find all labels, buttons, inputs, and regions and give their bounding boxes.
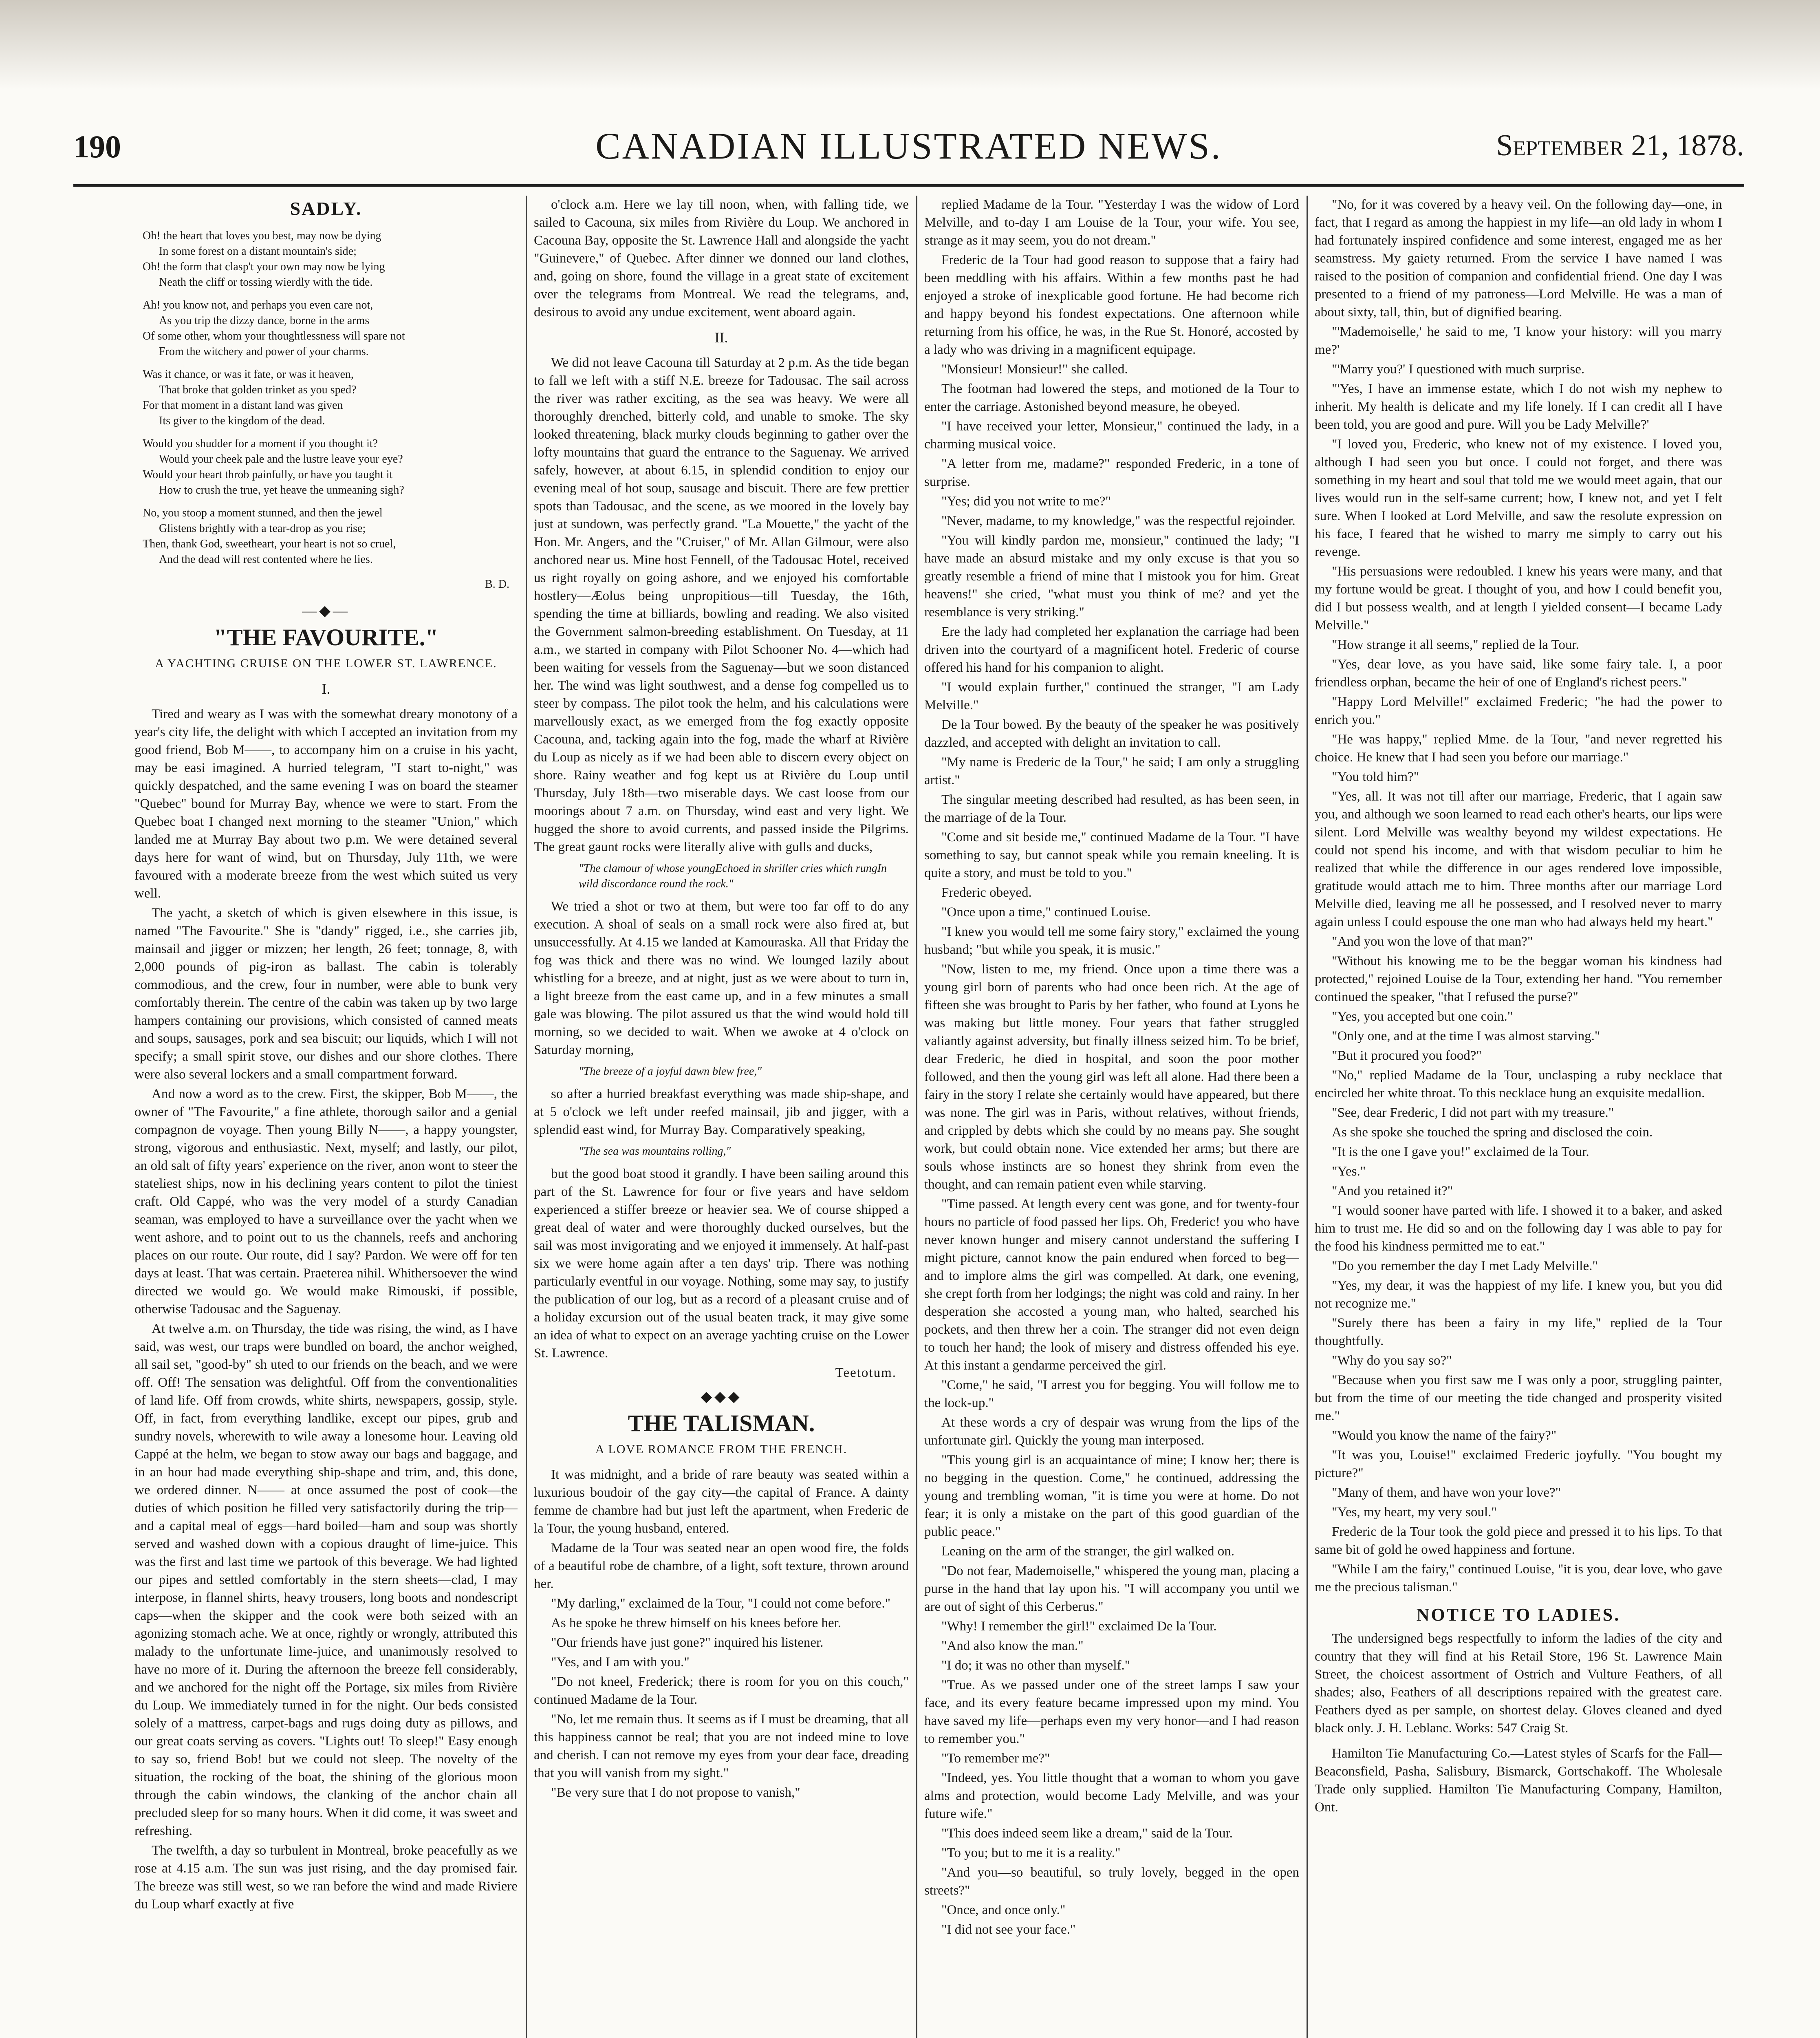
article-body: [534, 196, 909, 321]
column-4: [1315, 196, 1722, 2038]
paragraph: "Why do you say so?": [1332, 1353, 1452, 1368]
paragraph: "While I am the fairy," continued Louise, "it is you, dear love, who gave me the precious talisman.": [1315, 1562, 1722, 1595]
paragraph: "Indeed, yes. You little thought that a woman to whom you gave alms and protection, would become Lady Melville, and was your future wife.": [924, 1771, 1299, 1821]
verse-line: In some forest on a distant mountain's side;: [159, 245, 357, 258]
poem-signature: B. D.: [485, 578, 509, 591]
paragraph: "'Mademoiselle,' he said to me, 'I know your history: will you marry me?': [1315, 324, 1722, 357]
verse-line: Glistens brightly with a tear-drop as you rise;: [159, 522, 366, 535]
paragraph: Tired and weary as I was with the somewhat dreary monotony of a year's city life, the delight with which I accepted an invitation from my good friend, Bob M——, to accompany him on a cruise in his yacht, may be easi imagined. A hurried telegram, "I start to-night," was quickly despatched, and the same evening I was on board the steamer "Quebec" bound for Murray Bay, whence we were to start. From the Quebec boat I changed next morning to the steamer "Union," which landed me at Murray Bay about two p.m. We were detained several days here for want of wind, but on Thursday, July 11th, we were favoured with a moderate breeze from the west which suited us very well.: [134, 707, 518, 901]
paragraph: "Come and sit beside me," continued Madame de la Tour. "I have something to say, but cannot speak while you remain kneeling. It is quite a story, and must be told to you.": [924, 830, 1299, 880]
paragraph: "This young girl is an acquaintance of mine; I know her; there is no begging in the question. Come," he continued, addressing the young and trembling woman, "it is time you were at home. Do not fear; it is only a mistake on the part of this good guardian of the public peace.": [924, 1453, 1299, 1539]
verse-quote: [579, 861, 909, 892]
paragraph: "Without his knowing me to be the beggar woman his kindness had protected," rejoined Louise de la Tour, extending her hand. "You remember continued the speaker, "that I refused the purse?": [1315, 954, 1722, 1004]
paragraph: "True. As we passed under one of the street lamps I saw your face, and its every feature became impressed upon my mind. You have saved my life—perhaps even my very honor—and I had reason to remember you.": [924, 1678, 1299, 1746]
paragraph: "To you; but to me it is a reality.": [941, 1846, 1121, 1860]
paragraph: "My darling," exclaimed de la Tour, "I could not come before.": [551, 1596, 891, 1611]
article-body: [534, 1085, 909, 1139]
paragraph: "I loved you, Frederic, who knew not of my existence. I loved you, although I had seen you but once. I could not forget, and there was something in my heart and soul that told me we would meet again, that our lives would run in the self-same current; how, I knew not, and yet I felt sure. When I looked at Lord Melville, and saw the resolute expression on his face, I feared that he wished to marry me simply to carry out his revenge.: [1315, 437, 1722, 559]
notice-title: NOTICE TO LADIES.: [1416, 1605, 1621, 1625]
paragraph: "Would you know the name of the fairy?": [1332, 1428, 1557, 1443]
paragraph: "No," replied Madame de la Tour, unclasping a ruby necklace that encircled her white throat. To this necklace hung an exquisite medallion.: [1315, 1068, 1722, 1101]
paragraph: "Yes, my heart, my very soul.": [1332, 1505, 1497, 1520]
publication-title: CANADIAN ILLUSTRATED NEWS.: [595, 125, 1222, 167]
paragraph: "Yes.": [1332, 1164, 1366, 1179]
section-divider: ◆◆◆: [701, 1388, 742, 1405]
paragraph: Ere the lady had completed her explanation the carriage had been driven into the courtyard of a magnificent hotel. Frederic of course offered his hand for his companion to alight.: [924, 624, 1299, 675]
paragraph: "Come," he said, "I arrest you for begging. You will follow me to the lock-up.": [924, 1378, 1299, 1410]
paragraph: "Do not fear, Mademoiselle," whispered the young man, placing a purse in the hand that lay upon his. "I will accompany you until we are out of sight of this Cerberus.": [924, 1564, 1299, 1614]
paragraph: "His persuasions were redoubled. I knew his years were many, and that my fortune would be great. I thought of you, and how I could benefit you, did I but possess wealth, and at length I yielded consent—I became Lady Melville.": [1315, 564, 1722, 633]
paragraph: "But it procured you food?": [1332, 1048, 1482, 1063]
paragraph: "Now, listen to me, my friend. Once upon a time there was a young girl born of parents who had once been rich. At the age of fifteen she was brought to Paris by her father, who found at Lyons he was making but little money. Four years that father struggled valiantly against adversity, but finally illness seized him. To be brief, dear Frederic, he died in hospital, and soon the poor mother followed, and then the young girl was left all alone. Had there been a fairy in the story I relate she certainly would have appeared, but there was none. The girl was in Paris, without relatives, without friends, and crippled by debts which she could by no means pay. She sought work, but could obtain none. Vice extended her arms; but there are souls whose instincts are so honest they shrink from even the thought, and can remain patient even while starving.: [924, 962, 1299, 1192]
paragraph: "I would explain further," continued the stranger, "I am Lady Melville.": [924, 680, 1299, 712]
section-number: II.: [714, 329, 728, 346]
paragraph: Frederic de la Tour had good reason to suppose that a fairy had been meddling with his affairs. Within a few months past he had enjoyed a stroke of inexplicable good fortune. He had become rich and happy beyond his fondest expectations. One afternoon while returning from his office, he was, in the Rue St. Honoré, accosted by a lady who was driving in a magnificent equipage.: [924, 253, 1299, 357]
story-subtitle: A LOVE ROMANCE FROM THE FRENCH.: [595, 1442, 848, 1456]
issue-date: September 21, 1878.: [1496, 129, 1744, 162]
verse-line: Of some other, whom your thoughtlessness will spare not: [143, 330, 405, 342]
article-body: [534, 898, 909, 1059]
notice-text: The undersigned begs respectfully to inform the ladies of the city and country that they will find at his Retail Store, 196 St. Lawrence Main Street, the choicest assortment of Ostrich and Vulture Feathers, of all shades; also, Feathers of all descriptions repaired with the greatest care. Feathers dyed as per sample, on shortest delay. Gloves cleaned and dyed black only. J. H. Leblanc. Works: 547 Craig St.: [1315, 1631, 1722, 1736]
section-number: I.: [322, 681, 331, 697]
verse-quote: "The sea was mountains rolling,": [579, 1145, 731, 1158]
paragraph: "Surely there has been a fairy in my life," replied de la Tour thoughtfully.: [1315, 1316, 1722, 1348]
verse-line: Echoed in shriller cries which rung: [715, 862, 877, 875]
verse-line: From the witchery and power of your charms.: [159, 345, 369, 358]
paragraph: "This does indeed seem like a dream," said de la Tour.: [941, 1826, 1233, 1841]
paragraph: "And you retained it?": [1332, 1184, 1453, 1198]
author-signoff: Teetotum.: [835, 1365, 897, 1380]
paragraph: "I knew you would tell me some fairy story," exclaimed the young husband; "but while you speak, it is music.": [924, 924, 1299, 957]
verse-line: "The clamour of whose young: [579, 862, 716, 875]
paragraph: o'clock a.m. Here we lay till noon, when, with falling tide, we sailed to Cacouna, six miles from Rivière du Loup. We anchored in Cacouna Bay, opposite the St. Lawrence Hall and alongside the yacht "Guinevere," of Quebec. After dinner we donned our land clothes, and, going on shore, found the village in a great state of excitement over the telegrams from Montreal. We read the telegrams, and, desirous to avoid any undue excitement, went aboard again.: [534, 197, 909, 320]
paragraph: "And also know the man.": [941, 1639, 1084, 1653]
paragraph: "Happy Lord Melville!" exclaimed Frederic; "he had the power to enrich you.": [1315, 695, 1722, 727]
paragraph: "To remember me?": [941, 1751, 1050, 1766]
paragraph: "My name is Frederic de la Tour," he said; I am only a struggling artist.": [924, 755, 1299, 787]
column-divider: [916, 196, 917, 2038]
paragraph: It was midnight, and a bride of rare beauty was seated within a luxurious boudoir of the gay city—the capital of France. A dainty femme de chambre had but just left the apartment, when Frederic de la Tour, the young husband, entered.: [534, 1467, 909, 1536]
paragraph: Leaning on the arm of the stranger, the girl walked on.: [941, 1544, 1234, 1559]
verse-line: Was it chance, or was it fate, or was it heaven,: [143, 368, 354, 381]
paragraph: And now a word as to the crew. First, the skipper, Bob M——, the owner of "The Favourite," a fine athlete, thorough sailor and a genial compagnon de voyage. Then young Billy N——, a happy youngster, strong, vigorous and enthusiastic. Next, myself; and lastly, our pilot, an old salt of fifty years' experience on the river, anon wont to steer the stateliest ships, now in his declining years content to pilot the tiniest craft. Old Cappé, who was the very model of a sturdy Canadian seaman, was employed to have a surveillance over the yacht when we went ashore, and to point out to us the channels, reefs and anchoring places on our route. Our route, did I say? Pardon. We were off for ten days at least. That was certain. Praeterea nihil. Whithersoever the wind directed we would go. We would make Rimouski, if possible, otherwise Tadousac and the Saguenay.: [134, 1087, 518, 1317]
verse-line: In wild discordance round the rock.": [579, 862, 887, 890]
paragraph: "Yes, and I am with you.": [551, 1655, 690, 1670]
verse-line: No, you stoop a moment stunned, and then the jewel: [143, 507, 383, 519]
paragraph: The footman had lowered the steps, and motioned de la Tour to enter the carriage. Astonished beyond measure, he obeyed.: [924, 382, 1299, 414]
paragraph: "I would sooner have parted with life. I showed it to a baker, and asked him to trust me. He did so and on the following day I was able to pay for the food his kindness permitted me to eat.": [1315, 1203, 1722, 1254]
paragraph: "How strange it all seems," replied de la Tour.: [1332, 637, 1579, 652]
advertisement: Hamilton Tie Manufacturing Co.—Latest styles of Scarfs for the Fall—Beaconsfield, Pasha, Salisbury, Bismarck, Gortschakoff. The Wholesale Trade only supplied. Hamilton Tie Manufacturing Company, Hamilton, Ont.: [1315, 1746, 1722, 1815]
story-title: THE TALISMAN.: [628, 1410, 815, 1436]
article-body: [534, 1466, 909, 1802]
paragraph: "No, let me remain thus. It seems as if I must be dreaming, that all this happiness cannot be real; that you are not indeed mine to love and cherish. I can not remove my eyes from your dear face, dreading that you will vanish from my sight.": [534, 1712, 909, 1780]
paragraph: Frederic obeyed.: [941, 885, 1032, 900]
paragraph: "Only one, and at the time I was almost starving.": [1332, 1029, 1600, 1043]
paragraph: "See, dear Frederic, I did not part with my treasure.": [1332, 1105, 1614, 1120]
stanza-break: [143, 360, 518, 367]
paragraph: We tried a shot or two at them, but were too far off to do any execution. A shoal of seals on a small rock were also fired at, but unsuccessfully. At 4.15 we landed at Kamouraska. All that Friday the fog was thick and there was no wind. We lounged lazily about whistling for a breeze, and at night, just as we were about to turn in, a light breeze from the east came up, and in a few minutes a small gale was blowing. The pilot assured us that the wind would hold till morning, so we decided to wait. When we awoke at 4 o'clock on Saturday morning,: [534, 899, 909, 1057]
paragraph: The singular meeting described had resulted, as has been seen, in the marriage of de la Tour.: [924, 792, 1299, 825]
poem-title: SADLY.: [290, 198, 362, 219]
paragraph: "Monsieur! Monsieur!" she called.: [941, 362, 1128, 377]
paragraph: "Yes, you accepted but one coin.": [1332, 1009, 1513, 1024]
paragraph: "A letter from me, madame?" responded Frederic, in a tone of surprise.: [924, 457, 1299, 489]
paragraph: "It is the one I gave you!" exclaimed de la Tour.: [1332, 1145, 1589, 1159]
poem: [143, 228, 518, 567]
paragraph: "I have received your letter, Monsieur," continued the lady, in a charming musical voice.: [924, 419, 1299, 452]
verse-line: Oh! the form that clasp't your own may now be lying: [143, 260, 385, 273]
paragraph: "You told him?": [1332, 770, 1419, 784]
paragraph: replied Madame de la Tour. "Yesterday I was the widow of Lord Melville, and to-day I am Louise de la Tour, your wife. You see, strange as it may seem, you do not dream.": [924, 197, 1299, 248]
page-number: 190: [73, 129, 121, 164]
paragraph: As she spoke she touched the spring and disclosed the coin.: [1332, 1125, 1653, 1140]
story-title: "THE FAVOURITE.": [214, 624, 438, 651]
paragraph: "No, for it was covered by a heavy veil. On the following day—one, in fact, that I regard as among the happiest in my life—an old lady in whom I had fortunately inspired confidence and some interest, engaged me as her seamstress. My gaiety returned. From the service I have named I was raised to the position of companion and confidential friend. One day I was presented to a friend of my patroness—Lord Melville. He was a man of about sixty, tall, thin, but of dignified bearing.: [1315, 197, 1722, 320]
paragraph: De la Tour bowed. By the beauty of the speaker he was positively dazzled, and accepted with delight an invitation to call.: [924, 717, 1299, 750]
paragraph: Madame de la Tour was seated near an open wood fire, the folds of a beautiful robe de chambre, of a light, soft texture, thrown around her.: [534, 1541, 909, 1591]
column-2: [534, 196, 909, 2038]
paragraph: "Do you remember the day I met Lady Melville.": [1332, 1259, 1598, 1273]
verse-line: Neath the cliff or tossing wierdly with the tide.: [159, 276, 373, 289]
verse-line: How to crush the true, yet heave the unmeaning sigh?: [159, 484, 404, 496]
header-rule: [73, 184, 1744, 187]
column-divider: [1307, 196, 1308, 2038]
verse-line: That broke that golden trinket as you sped?: [159, 384, 357, 396]
paragraph: "I did not see your face.": [941, 1922, 1076, 1937]
column-1: [134, 196, 518, 2038]
page-header: [73, 116, 1744, 177]
paragraph: "And you won the love of that man?": [1332, 934, 1533, 949]
verse-quote: "The breeze of a joyful dawn blew free,": [579, 1065, 762, 1078]
column-3: [924, 196, 1299, 2038]
paragraph: "Why! I remember the girl!" exclaimed De la Tour.: [941, 1619, 1217, 1634]
verse-line: Would you shudder for a moment if you thought it?: [143, 437, 378, 450]
article-body: [534, 1165, 909, 1362]
paragraph: "Once, and once only.": [941, 1903, 1066, 1917]
paragraph: "Yes; did you not write to me?": [941, 494, 1111, 509]
paragraph: "I do; it was no other than myself.": [941, 1658, 1130, 1673]
column-divider: [526, 196, 527, 2038]
paragraph: The twelfth, a day so turbulent in Montreal, broke peacefully as we rose at 4.15 a.m. The sun was just rising, and the day promised fair. The breeze was still west, so we ran before the wind and made Riviere du Loup wharf exactly at five: [134, 1843, 518, 1912]
paragraph: "Do not kneel, Frederick; there is room for you on this couch," continued Madame de la Tour.: [534, 1674, 909, 1707]
paragraph: "Yes, my dear, it was the happiest of my life. I knew you, but you did not recognize me.": [1315, 1278, 1722, 1311]
verse-line: Its giver to the kingdom of the dead.: [159, 415, 325, 427]
paragraph: The yacht, a sketch of which is given elsewhere in this issue, is named "The Favourite." She is "dandy" rigged, i.e., she carries jib, mainsail and jigger or mizzen; her length, 26 feet; tonnage, 8, with 2,000 pounds of pig-iron as ballast. The cabin is tolerably commodious, and the crew, four in number, were able to bunk very comfortably therein. The centre of the cabin was taken up by two large hampers containing our provisions, which consisted of canned meats and soups, sausages, pork and sea biscuit; our liquids, which I will not specify; a small spirit stove, our dishes and our shore clothes. There were also several lockers and a small compartment forward.: [134, 906, 518, 1082]
article-body: [534, 354, 909, 856]
paragraph: "It was you, Louise!" exclaimed Frederic joyfully. "You bought my picture?": [1315, 1448, 1722, 1480]
verse-line: Then, thank God, sweetheart, your heart is not so cruel,: [143, 538, 396, 550]
verse-line: Would your heart throb painfully, or have you taught it: [143, 468, 393, 481]
verse-line: For that moment in a distant land was given: [143, 399, 343, 412]
paragraph: "Once upon a time," continued Louise.: [941, 905, 1151, 920]
paragraph: "Never, madame, to my knowledge," was the respectful rejoinder.: [941, 514, 1296, 528]
paragraph: At twelve a.m. on Thursday, the tide was rising, the wind, as I have said, was west, our traps were bundled on board, the anchor weighed, all sail set, "good-by" sh uted to our friends on the beach, and we were off. Off! The sensation was delightful. Off from the conventionalities of land life. Off from crowds, white shirts, newspapers, gossip, style. Off, in fact, from everything landlike, except our pipes, grub and sundry novels, wherewith to wile away a lonesome hour. Leaving old Cappé at the helm, we began to stow away our bags and baggage, and in an hour had made everything ship-shape and trim, and, this done, we ordered dinner. N—— at once assumed the post of cook—the duties of which position he filled very satisfactorily during the trip—and a capital meal of eggs—hard boiled—ham and soup was shortly served and washed down with a copious draught of lime-juice. This was the first and last time we partook of this beverage. We had lighted our pipes and settled comfortably in the stern sheets—clad, I may interpose, in flannel shirts, heavy trousers, long boots and nondescript caps—when the skipper and the cook were both seized with an agonizing stomach ache. We at once, rightly or wrongly, attributed this malady to the unfortunate lime-juice, and unanimously resolved to have no more of it. During the afternoon the breeze fell considerably, and we anchored for the night off the Portage, six miles from Rivière du Loup. We immediately turned in for the night. Our beds consisted solely of a mattress, carpet-bags and rugs doing duty as pillows, and our great coats serving as covers. "Lights out! To sleep!" Easy enough to say so, friend Bob! but we could not sleep. The novelty of the situation, the rocking of the boat, the shining of the glorious moon through the cabin windows, the clanking of the anchor chain all precluded sleep for so many hours. When it did come, it was sweet and refreshing.: [134, 1321, 518, 1838]
stanza-break: [143, 290, 518, 298]
paragraph: As he spoke he threw himself on his knees before her.: [551, 1616, 842, 1630]
story-subtitle: A YACHTING CRUISE ON THE LOWER ST. LAWRENCE.: [155, 657, 497, 670]
scan-edge: [0, 0, 1820, 90]
stanza-break: [143, 498, 518, 505]
article-body: [134, 705, 518, 1913]
paragraph: "Many of them, and have won your love?": [1332, 1485, 1561, 1500]
paragraph: "You will kindly pardon me, monsieur," continued the lady; "I have made an absurd mistake and my only excuse is that you so greatly resemble a friend of mine that I mistook you for him. Great heavens!" she cried, "what must you think of me? and yet the resemblance is very striking.": [924, 533, 1299, 620]
verse-line: And the dead will rest contented where he lies.: [159, 553, 373, 566]
section-divider: —◆—: [302, 602, 350, 619]
verse-line: As you trip the dizzy dance, borne in the arms: [159, 314, 370, 327]
article-body: [1315, 196, 1722, 1596]
paragraph: but the good boat stood it grandly. I have been sailing around this part of the St. Lawrence for four or five years and have seldom experienced a stiffer breeze or heavier sea. We of course shipped a great deal of water and were thoroughly ducked ourselves, but the sail was most invigorating and we enjoyed it immensely. At half-past six we were home again after a ten days' trip. There was nothing particularly eventful in our voyage. Nothing, some may say, to justify the publication of our log, but as a record of a pleasant cruise and of a holiday excursion out of the usual beaten track, it may give some an idea of what to expect on an average yachting cruise on the Lower St. Lawrence.: [534, 1167, 909, 1361]
paragraph: We did not leave Cacouna till Saturday at 2 p.m. As the tide began to fall we left with a stiff N.E. breeze for Tadousac. The sail across the river was rather exciting, as the sea was heavy. We were all thoroughly drenched, bitterly cold, and unable to smoke. The sky looked threatening, black murky clouds beginning to gather over the lofty mountains that guard the entrance to the Saguenay. We arrived safely, however, at about 6.15, in splendid condition to enjoy our evening meal of hot soup, sausage and biscuit. There are few prettier spots than Tadousac, and the scene, as we moored in the lovely bay just at sundown, was perfectly grand. "La Mouette," the yacht of the Hon. Mr. Angers, and the "Cruiser," of Mr. Allan Gilmour, were also anchored near us. Mine host Fennell, of the Tadousac Hotel, received us right royally on going ashore, and we enjoyed his comfortable hostlery—Æolus being unpropitious—till Tuesday, the 16th, spending the time at billiards, bowling and reading. We also visited the Government salmon-breeding establishment. On Tuesday, at 11 a.m., we started in company with Pilot Schooner No. 4—which had been waiting for vessels from the Saguenay—but we soon distanced her. The wind was light southwest, and a dense fog compelled us to steer by compass. The pilot took the helm, and his calculations were marvellously exact, as we emerged from the fog exactly opposite Cacouna, and, tacking again into the fog, made the wharf at Rivière du Loup as nicely as if we had been able to discern every object on shore. Rainy weather and fog kept us at Rivière du Loup until Thursday, July 18th—two miserable days. We cast loose from our moorings about 7 a.m. on Thursday, wind east and very light. We hugged the shore to avoid currents, and passed inside the Pilgrims. The great gaunt rocks were literally alive with gulls and ducks,: [534, 355, 909, 854]
paragraph: "Because when you first saw me I was only a poor, struggling painter, but from the time of our meeting the tide changed and prosperity visited me.": [1315, 1373, 1722, 1423]
paragraph: "And you—so beautiful, so truly lovely, begged in the open streets?": [924, 1865, 1299, 1898]
paragraph: "He was happy," replied Mme. de la Tour, "and never regretted his choice. He knew that I had seen you before our marriage.": [1315, 732, 1722, 765]
paragraph: "'Marry you?' I questioned with much surprise.: [1332, 362, 1585, 377]
paragraph: Frederic de la Tour took the gold piece and pressed it to his lips. To that same bit of gold he owed happiness and fortune.: [1315, 1524, 1722, 1557]
paragraph: "Be very sure that I do not propose to vanish,": [551, 1785, 800, 1800]
paragraph: "Yes, dear love, as you have said, like some fairy tale. I, a poor friendless orphan, became the heir of one of England's richest peers.": [1315, 657, 1722, 690]
paragraph: "'Yes, I have an immense estate, which I do not wish my nephew to inherit. My health is delicate and my life lonely. If I can credit all I have been told, you are good and pure. Will you be Lady Melville?': [1315, 382, 1722, 432]
verse-line: Ah! you know not, and perhaps you even care not,: [143, 299, 373, 311]
paragraph: "Our friends have just gone?" inquired his listener.: [551, 1635, 824, 1650]
paragraph: so after a hurried breakfast everything was made ship-shape, and at 5 o'clock we left under reefed mainsail, jib and jigger, with a splendid east wind, for Murray Bay. Comparatively speaking,: [534, 1087, 909, 1137]
paragraph: "Yes, all. It was not till after our marriage, Frederic, that I again saw you, and although we soon learned to read each other's hearts, our lips were silent. Lord Melville was wealthy beyond my wildest expectations. He could not spend his income, and with that wisdom peculiar to him he realized that while the difference in our ages rendered love impossible, gratitude would attach me to him. Three months after our marriage Lord Melville died, leaving me all he possessed, and I resolved never to marry again unless I could espouse the one man who had always held my heart.": [1315, 789, 1722, 929]
verse-line: Would your cheek pale and the lustre leave your eye?: [159, 453, 403, 465]
verse-line: Oh! the heart that loves you best, may now be dying: [143, 229, 381, 242]
article-body: [924, 196, 1299, 2038]
paragraph: "Time passed. At length every cent was gone, and for twenty-four hours no particle of food passed her lips. Oh, Frederic! you who have never known hunger and misery cannot understand the suffering I might picture, cannot know the pain endured when forced to beg—and to implore alms the girl was compelled. At dark, one evening, she crept forth from her lodgings; the night was cold and rainy. In her desperation she accosted a young man, who halted, searched his pockets, and then threw her a coin. The stranger did not even deign to touch her hand; the look of misery and distress offended his eye. At this instant a gendarme perceived the girl.: [924, 1197, 1299, 1373]
stanza-break: [143, 429, 518, 436]
paragraph: At these words a cry of despair was wrung from the lips of the unfortunate girl. Quickly the young man interposed.: [924, 1415, 1299, 1448]
